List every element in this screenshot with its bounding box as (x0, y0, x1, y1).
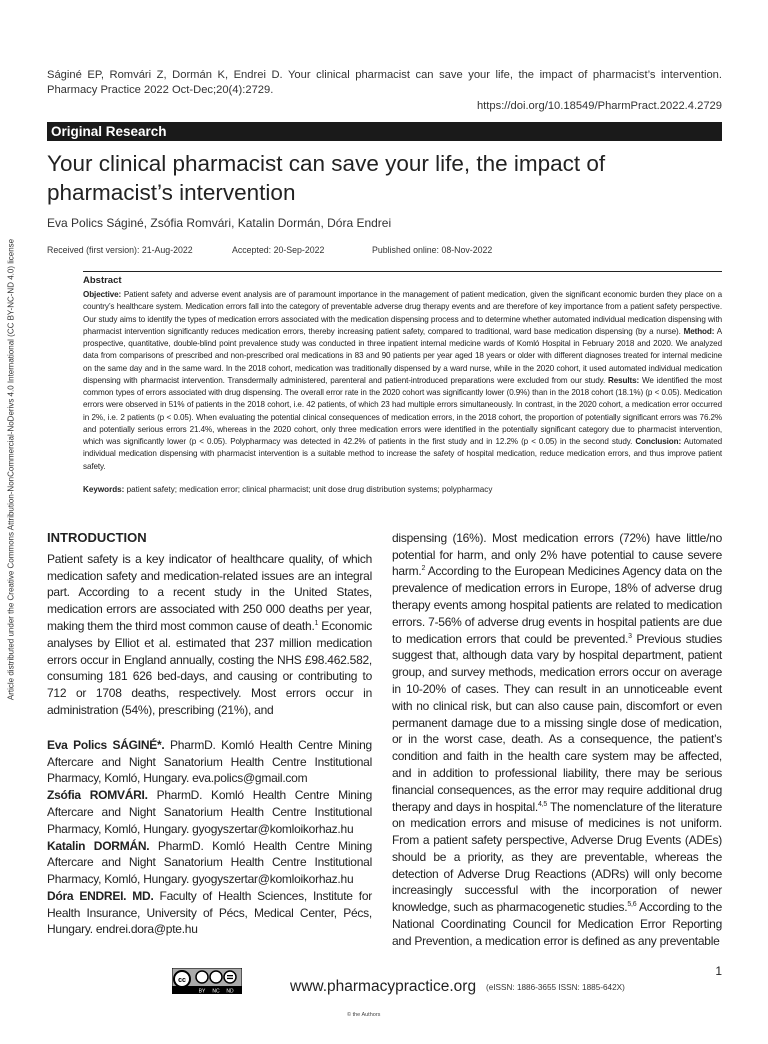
abstract-section (83, 271, 722, 494)
journal-website-link[interactable]: www.pharmacypractice.org (290, 977, 477, 995)
keywords-label: Keywords: (83, 484, 125, 494)
copyright: © the Authors (347, 1011, 381, 1018)
introduction-left-column (47, 551, 372, 719)
intro-text: According to the European Medicines Agency data on the prevalence of medication errors in Europe, 18% of adverse drug therapy events among hospital patients are related to medication errors. 7-56% of adverse drug events in hospital patients are due to medication errors that could be prevented. (392, 564, 722, 646)
results-label: Results: (608, 375, 640, 385)
affiliation-name: Katalin DORMÁN. (47, 838, 150, 853)
left-column (47, 530, 372, 950)
citation: Ságiné EP, Romvári Z, Dormán K, Endrei D. Your clinical pharmacist can save your life, the impact of pharmacist’s intervention. Pharmacy Practice 2022 Oct-Dec;20(4):2729. (47, 69, 722, 96)
reference-1[interactable]: 1 (314, 619, 319, 627)
affiliation-name: Eva Polics SÁGINÉ*. (47, 737, 165, 752)
conclusion-text: Automated individual medication dispensing with pharmacist intervention is a suitable method to increase the safety of hospital medication, reduce medication errors, and thus improve patient safety. (83, 437, 722, 471)
intro-text: The nomenclature of the literature on medication errors and misuse of medicines is not uniform. From a patient safety perspective, Adverse Drug Events (ADEs) should be a priority, as they are preventable, whereas the detection of Adverse Drug Reactions (ADRs) will only become increasingly successful with the incorporation of newer knowledge, such as pharmacogenetic studies. (392, 799, 723, 915)
issn: (eISSN: 1886-3655 ISSN: 1885-642X) (486, 982, 625, 992)
article-dates (47, 245, 722, 257)
accepted-date: Accepted: 20-Sep-2022 (232, 245, 325, 255)
author-affiliations (47, 737, 372, 939)
method-text: A prospective, quantitative, double-blind point prevalence study was conducted in three inpatient internal medicine wards of Komló Hospital in February 2018 and 2020. We analyzed data from comparisons of prescribed and non-prescribed oral medications in 83 and 90 patients per year aged 18 years or older with different diagnoses treated for internal medicine on the same day and in the same ward. In the 2018 cohort, medication was traditionally dispensed by a ward nurse, while in the 2020 cohort, it used automated individual medication dispensing with pharmacist intervention. Transdermally administered, parenteral and patient-introduced preparations were excluded from our study. (83, 326, 722, 385)
cc-icon: cc (178, 976, 186, 984)
section-label: Original Research (51, 124, 167, 139)
keywords-text: patient safety; medication error; clinical pharmacist; unit dose drug distribution systems; polypharmacy (124, 484, 493, 494)
objective-text: Patient safety and adverse event analysis are of paramount importance in the management of patient medication, given the significant economic burden they place on a country’s healthcare system. Medication errors fall into the category of preventable adverse drug therapy events and are therefore of key importance from a patient safety perspective. Our study aims to identify the types of medication errors associated with the medication dispensing process and to determine whether automated individual medication dispensing with pharmacist intervention significantly reduces medication errors, thereby increasing patient safety, compared to traditional, ward base medication dispensing (by a nurse). (83, 290, 722, 336)
intro-text: According to the National Coordinating Council for Medication Error Reporting and Prevention, a medication error is defined as any preventable (392, 900, 723, 948)
affiliation-item (47, 787, 372, 837)
affiliation-name: Zsófia ROMVÁRI. (47, 788, 148, 803)
introduction-right-column (392, 530, 722, 950)
cc-nc-label: NC (212, 988, 220, 994)
page-footer (47, 964, 722, 1024)
reference-4-5[interactable]: 4,5 (537, 800, 547, 808)
affiliation-text: Faculty of Health Sciences, Institute for Health Insurance, University of Pécs, Medical Center, Pécs, Hungary. endrei.dora@pte.hu (47, 888, 372, 937)
affiliation-text: PharmD. Komló Health Centre Mining Aftercare and Night Sanatorium Health Centre Institutional Pharmacy, Komló, Hungary. gyogyszertar@komloikorhaz.hu (47, 788, 372, 836)
affiliation-text: PharmD. Komló Health Centre Mining Aftercare and Night Sanatorium Health Centre Institutional Pharmacy, Komló, Hungary. eva.polics@gmail.com (47, 737, 372, 786)
results-text: We identified the most common types of errors associated with drug dispensing. The overall error rate in the 2020 cohort was significantly lower (0.9%) than in the 2018 cohort (18.1%) (p < 0.05). Medication errors were observed in 51% of patients in the 2018 cohort, i.e. 42 patients, of which 23 had multiple errors simultaneously. In contrast, in the 2020 cohort, a medication error occurred in 2%, i.e. 2 patients (p < 0.05). When evaluating the potential clinical consequences of medication errors, in the 2018 cohort, the proportion of potentially significant errors was 76.2% and potentially serious errors 21.4%, whereas in the 2020 cohort, only three medication errors were identified in the potentially significant category due to pharmacist intervention, which was significantly lower (p < 0.05). Polypharmacy was detected in 42.2% of patients in the first study and in 12.2% (p < 0.05) in the second study. (83, 375, 722, 446)
affiliation-item (47, 838, 372, 888)
intro-text: Previous studies suggest that, although data vary by hospital department, patient group, and survey methods, medication errors occur on average in 10-20% of cases. They can result in an unnoticeable event with no clinical risk, but can also cause pain, discomfort or even permanent damage due to a missing single dose of medication, or in the worst case, death. As a consequence, the patient’s condition and faith in the health care system may be affected, and in addition to professional liability, there may be serious financial consequences, as the error may require additional drug therapy and days in hospital. (392, 631, 722, 814)
intro-paragraph: Economic analyses by Elliot et al. estimated that 237 million medication errors occur in England annually, costing the NHS £98.462.582, consuming 181 626 bed-days, and causing or contributing to 712 or 1708 deaths, respectively. Most errors occur in administration (54%), prescribing (21%), and (47, 618, 372, 717)
received-date: Received (first version): 21-Aug-2022 (47, 245, 193, 255)
cc-license-logo[interactable] (172, 968, 242, 994)
reference-3[interactable]: 3 (628, 632, 632, 640)
body-columns (47, 530, 722, 950)
abstract (83, 274, 722, 473)
cc-by-label: BY (198, 988, 206, 994)
intro-text: dispensing (16%). Most medication errors (72%) have little/no potential for harm, and only 2% have potential to cause severe harm. (392, 530, 722, 579)
keywords (83, 485, 722, 494)
doi-link[interactable]: https://doi.org/10.18549/PharmPract.2022.4.2729 (476, 100, 722, 112)
article-title: Your clinical pharmacist can save your life, the impact of pharmacist’s intervention (47, 151, 606, 205)
published-date: Published online: 08-Nov-2022 (372, 245, 493, 255)
conclusion-label: Conclusion: (635, 437, 682, 446)
by-icon (196, 971, 208, 983)
objective-label: Objective: (83, 290, 122, 299)
cc-nd-label: ND (226, 988, 234, 994)
affiliation-item (47, 737, 372, 787)
reference-5-6[interactable]: 5,6 (627, 901, 637, 909)
page-number: 1 (715, 963, 722, 978)
author-list: Eva Polics Ságiné, Zsófia Romvári, Katalin Dormán, Dóra Endrei (47, 216, 392, 230)
abstract-heading: Abstract (83, 275, 122, 286)
introduction-heading: INTRODUCTION (47, 529, 147, 545)
nd-icon (224, 971, 236, 983)
reference-2[interactable]: 2 (421, 565, 426, 573)
intro-paragraph: Patient safety is a key indicator of healthcare quality, of which medication safety and medication-related issues are an integral part. According to a recent study in the United States, medication errors are associated with 250 000 deaths per year, making them the third most common cause of death. (47, 551, 372, 633)
side-license-text: Article distributed under the Creative Commons Attribution-NonCommercial-NoDerivs 4.0 International (CC BY-NC-ND 4.0) license (6, 238, 16, 701)
affiliation-text: PharmD. Komló Health Centre Mining Aftercare and Night Sanatorium Health Centre Institutional Pharmacy, Komló, Hungary. gyogyszertar@komloikorhaz.hu (47, 838, 373, 887)
nc-icon (210, 971, 222, 983)
doi-row (47, 99, 722, 114)
affiliation-name: Dóra ENDREI. MD. (47, 888, 154, 903)
method-label: Method: (683, 326, 715, 336)
affiliation-item (47, 888, 372, 938)
section-label-bar (47, 122, 722, 141)
